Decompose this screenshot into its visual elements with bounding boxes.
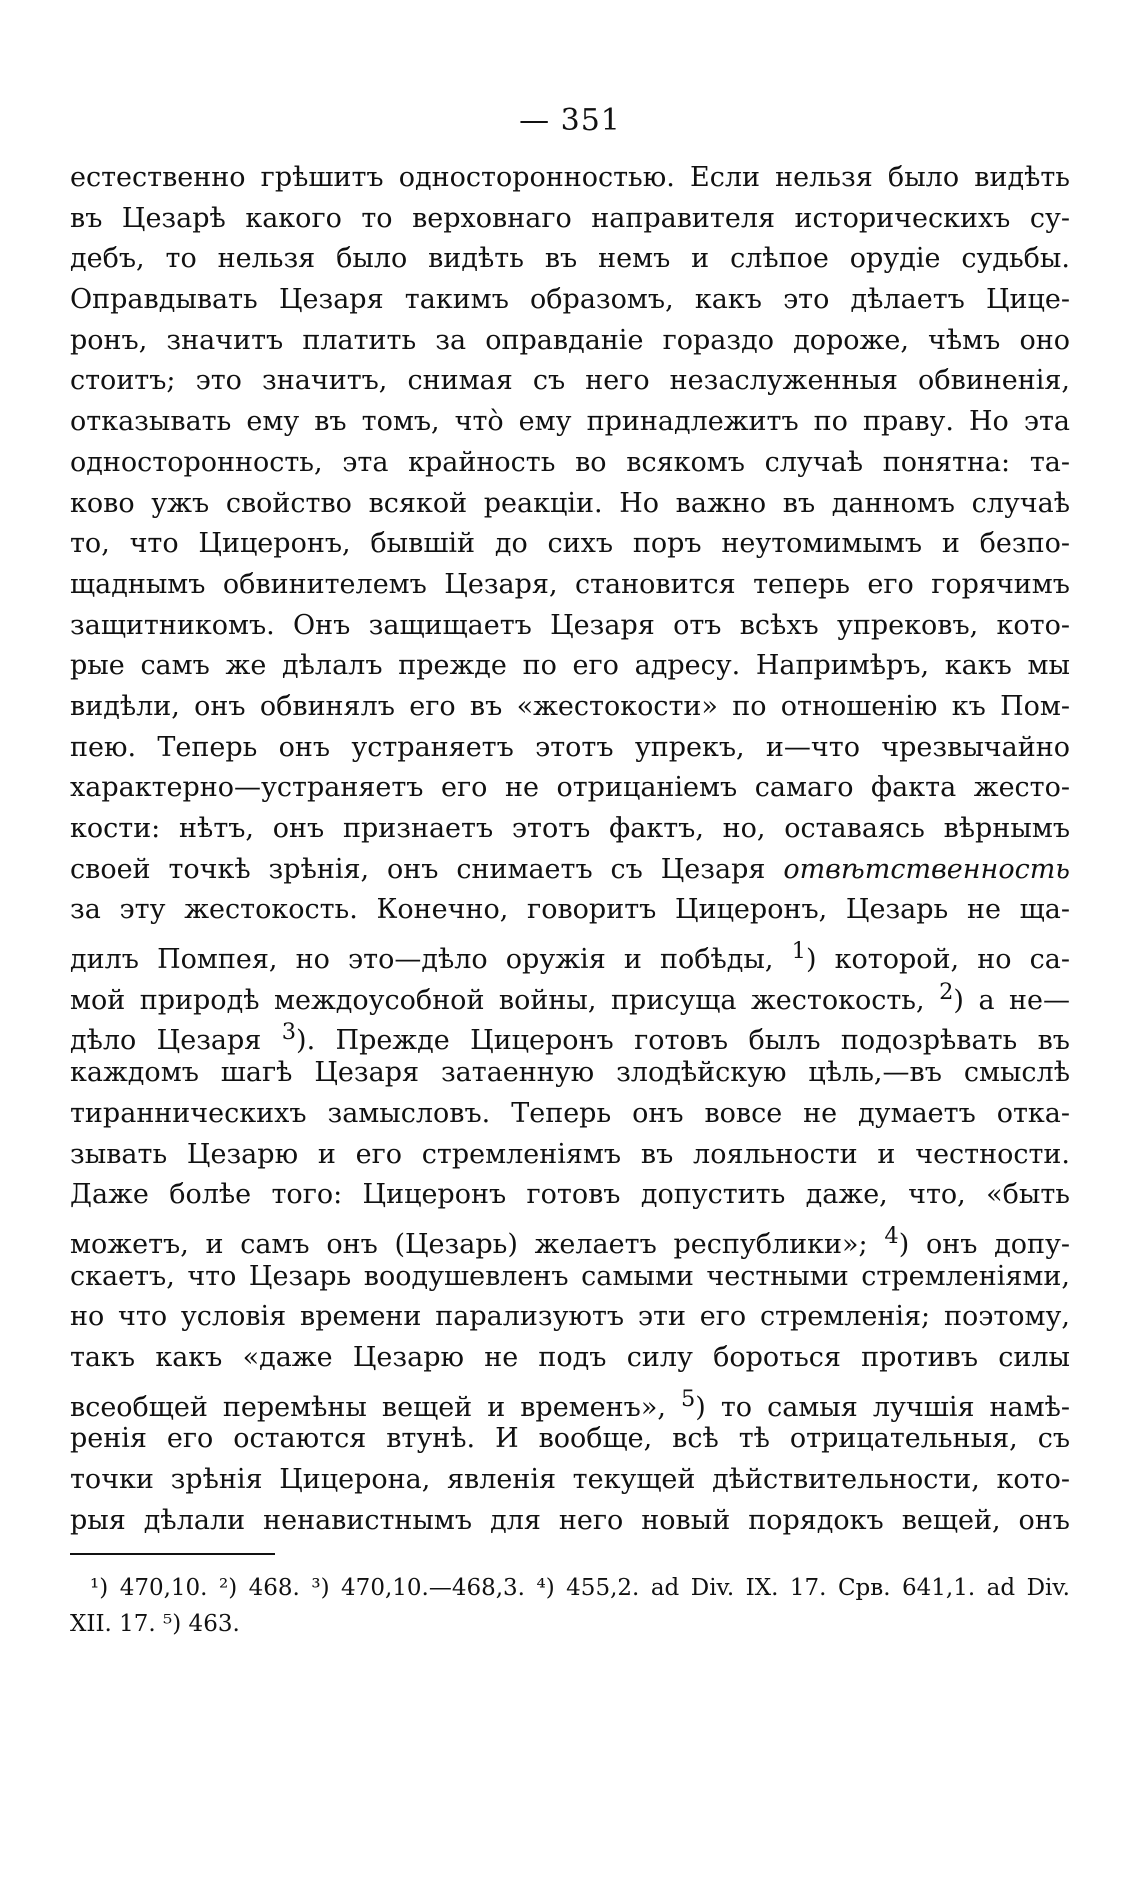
text-segment: онъ допу- [925,1228,1070,1260]
text-line: кости: нѣтъ, онъ признаетъ этотъ фактъ, но, оставаясь вѣрнымъ [70,813,1070,844]
text-line: то, что Цицеронъ, бывшій до сихъ поръ неутомимымъ и безпо- [70,528,1070,560]
text-segment: дѣло Цезаря [70,1025,262,1057]
text-line: дилъ Помпея, но это—дѣло оружія и побѣды, $^1$) которой, но са- [70,938,1070,976]
text-line: ково ужъ свойство всякой реакціи. Но важно въ данномъ случаѣ [70,487,1070,519]
text-segment: можетъ, и самъ онъ (Цезарь) желаетъ республики»; [70,1228,868,1260]
text-segment: а не— [978,984,1071,1016]
text-segment: мой природѣ междоусобной войны, присуща жестокость, [70,984,925,1016]
text-line: въ Цезарѣ какого то верховнаго направителя историческихъ су- [70,202,1070,234]
text-segment: дилъ Помпея, но это—дѣло оружія и побѣды, [70,944,774,976]
text-line: ренія его остаются втунѣ. И вообще, всѣ тѣ отрицательныя, съ [70,1423,1070,1455]
footnote-ref: 5 [680,1385,696,1412]
text-line: такъ какъ «даже Цезарю не подъ силу бороться противъ силы [70,1341,1070,1373]
text-line: зывать Цезарю и его стремленіямъ въ лояльности и честности. [70,1138,1070,1170]
text-line: дебъ, то нельзя было видѣть въ немъ и слѣпое орудіе судьбы. [70,243,1070,275]
text-line: естественно грѣшитъ односторонностью. Если нельзя было видѣть [70,162,1070,193]
text-line: односторонность, эта крайность во всякомъ случаѣ понятна: та- [70,446,1070,478]
text-line: скаетъ, что Цезарь воодушевленъ самыми честными стремленіями, [70,1260,1070,1292]
text-line: видѣли, онъ обвинялъ его въ «жестокости» по отношенію къ Пом- [70,690,1070,722]
text-line: всеобщей перемѣны вещей и временъ», $^5$) то самыя лучшія намѣ- [70,1385,1071,1423]
text-line: пею. Теперь онъ устраняетъ этотъ упрекъ, и—что чрезвычайно [70,731,1070,763]
text-segment: которой, но са- [834,944,1070,976]
text-line: защитникомъ. Онъ защищаетъ Цезаря отъ всѣхъ упрековъ, кото- [70,609,1070,641]
footnote-rule [70,1553,275,1555]
text-line: можетъ, и самъ онъ (Цезарь) желаетъ республики»; $^4$) онъ допу- [70,1222,1070,1260]
text-line: но что условія времени парализуютъ эти его стремленія; поэтому, [70,1301,1070,1333]
footnote-line: XII. 17. ⁵) 463. [70,1611,240,1637]
text-line: за эту жестокость. Конечно, говоритъ Цицеронъ, Цезарь не ща- [70,894,1070,926]
text-line [70,1012,1070,1057]
body-text [70,158,1070,1541]
italic-emphasis: отвѣтственность [783,853,1070,885]
text-line: мой природѣ междоусобной войны, присуща жестокость, $^2$) а не— [70,978,1071,1016]
footnote-ref: 4 [884,1222,899,1249]
text-line: щаднымъ обвинителемъ Цезаря, становится теперь его горячимъ [70,568,1070,600]
text-segment: своей точкѣ зрѣнія, онъ снимаетъ съ Цезаря [70,853,766,885]
text-line: отказывать ему въ томъ, что̀ ему принадлежитъ по праву. Но эта [70,406,1070,438]
text-line: тиранническихъ замысловъ. Теперь онъ вовсе не думаетъ отка- [70,1097,1070,1129]
text-line: стоитъ; это значитъ, снимая съ него незаслуженныя обвиненія, [70,365,1070,397]
text-line: каждомъ шагѣ Цезаря затаенную злодѣйскую цѣль,—въ смыслѣ [70,1057,1070,1089]
footnote-ref: 3 [281,1019,297,1046]
footnotes [70,1570,1070,1642]
footnote-ref: 1 [791,938,806,965]
footnote-ref: 2 [939,978,954,1005]
page-number: — 351 [519,103,621,138]
text-line: Даже болѣе того: Цицеронъ готовъ допустить даже, что, «быть [70,1179,1070,1211]
text-segment: ). Прежде Цицеронъ готовъ былъ подозрѣвать въ [296,1025,1070,1057]
text-line: ронъ, значитъ платить за оправданіе гораздо дороже, чѣмъ оно [70,324,1070,356]
text-line: рые самъ же дѣлалъ прежде по его адресу. Напримѣръ, какъ мы [70,650,1070,682]
text-segment: всеобщей перемѣны вещей и временъ», [70,1391,666,1423]
text-line [70,850,1070,891]
text-line: рыя дѣлали ненавистнымъ для него новый порядокъ вещей, онъ [70,1504,1070,1536]
text-line: точки зрѣнія Цицерона, явленія текущей дѣйствительности, кото- [70,1464,1070,1495]
footnote-line: ¹) 470,10. ²) 468. ³) 470,10.—468,3. ⁴) 455,2. ad Div. IX. 17. Срв. 641,1. ad Div. [90,1575,1070,1601]
text-line: Оправдывать Цезаря такимъ образомъ, какъ это дѣлаетъ Цице- [70,284,1070,316]
text-line: характерно—устраняетъ его не отрицаніемъ самаго факта жесто- [70,772,1070,804]
text-segment: то самыя лучшія намѣ- [720,1391,1071,1423]
